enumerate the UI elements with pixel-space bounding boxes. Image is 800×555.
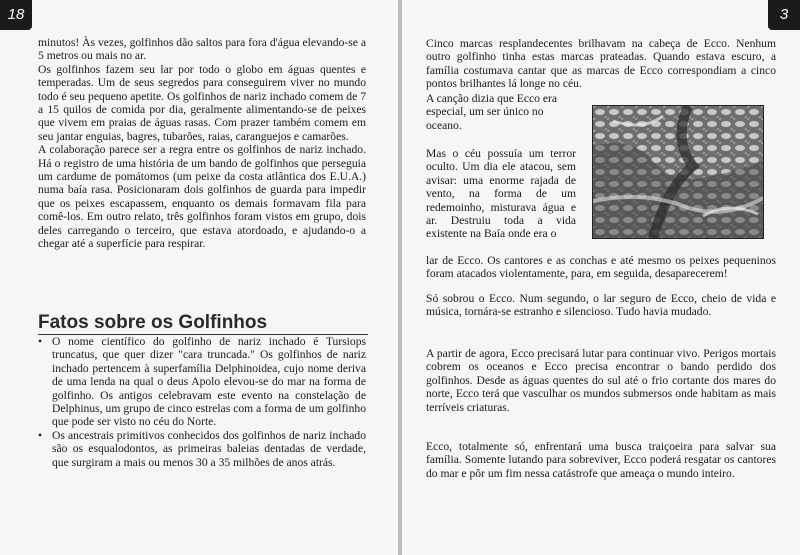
fact-item: • Os ancestrais primitivos conhecidos dos golfinhos de nariz inchado são os esqualodontos, as primeiras baleias dentadas de verdade, que surgiram a mais ou menos 30 a 35 milhões de anos atrás. xyxy=(38,429,366,469)
paragraph: A canção dizia que Ecco era especial, um ser único no oceano. xyxy=(426,92,557,132)
game-screenshot-image xyxy=(592,105,764,239)
paragraph: A partir de agora, Ecco precisará lutar para continuar vivo. Perigos mortais cobrem os oceanos e Ecco precisa encontrar o bando perdido dos golfinhos. Desde as águas quentes do sul até o frio cortante dos mares do norte, Ecco terá que vasculhar os mundos submersos onde habitam as mais terríveis criaturas. xyxy=(426,347,776,414)
page-number-left: 18 xyxy=(0,0,32,30)
paragraph: A colaboração parece ser a regra entre os golfinhos de nariz inchado. Há o registro de uma história de um bando de golfinhos que perseguia um cardume de pomátomos (um peixe da costa atlântica dos E.U.A.) numa baía rasa. Posicionaram dois golfinhos de guarda para impedir que os peixes escapassem, enquanto os demais formavam fila para comê-los. Em outro relato, três golfinhos foram vistos em grupo, dois deles carregando o terceiro, que estava atordoado, e ajudando-o a chegar até a superfície para respirar. xyxy=(38,143,366,251)
left-body-text xyxy=(38,36,366,251)
right-page xyxy=(402,0,800,555)
paragraph: Ecco, totalmente só, enfrentará uma busca traiçoeira para salvar sua família. Somente lutando para sobreviver, Ecco poderá resgatar os cantores do mar e pôr um fim nessa catástrofe que ameaça o mundo inteiro. xyxy=(426,440,776,480)
paragraph: minutos! Às vezes, golfinhos dão saltos para fora d'água elevando-se a 5 metros ou mais no ar. xyxy=(38,36,366,63)
paragraph: Só sobrou o Ecco. Num segundo, o lar seguro de Ecco, cheio de vida e música, tornára-se estranho e silencioso. Tudo havia mudado. xyxy=(426,292,776,319)
page-number-right: 3 xyxy=(768,0,800,30)
paragraph: Mas o céu possuía um terror oculto. Um dia ele atacou, sem avisar: uma enorme rajada de vento, na forma de um redemoinho, misturava água e ar. Destruiu toda a vida existente na Baía onde era o xyxy=(426,147,576,241)
paragraph: Os golfinhos fazem seu lar por todo o globo em águas quentes e temperadas. Um de seus segredos para conseguirem viver no mundo todo é seu pequeno apetite. Os golfinhos de nariz inchado comem de 7 a 15 quilos de comida por dia, geralmente alimentando-se de peixes que vivem em praias de águas rasas. Com prazer também comem em seu jantar enguias, bagres, tubarões, raias, caranguejos e camarões. xyxy=(38,62,366,143)
facts-list xyxy=(38,335,366,469)
left-page xyxy=(0,0,398,555)
section-heading: Fatos sobre os Golfinhos xyxy=(38,312,368,335)
paragraph: lar de Ecco. Os cantores e as conchas e até mesmo os peixes pequeninos foram atacados violentamente, para, em seguida, desaparecerem! xyxy=(426,254,776,281)
fact-item: • O nome científico do golfinho de nariz inchado é Tursiops truncatus, que quer dizer "cara truncada." Os golfinhos de nariz inchado pertencem à superfamília Delphinoidea, cujo nome deriva de uma lenda na qual o deus Apolo elevou-se do mar na forma de golfinho. Os antigos celebravam este evento na constelação de Delphinus, um grupo de cinco estrelas com a forma de um golfinho que pode ser visto no céu do Norte. xyxy=(38,335,366,429)
paragraph: Cinco marcas resplandecentes brilhavam na cabeça de Ecco. Nenhum outro golfinho tinha estas marcas prateadas. Quando estava escuro, a família costumava cantar que as marcas de Ecco correspondiam a cinco pontos brilhantes lá longe no céu. xyxy=(426,37,776,91)
